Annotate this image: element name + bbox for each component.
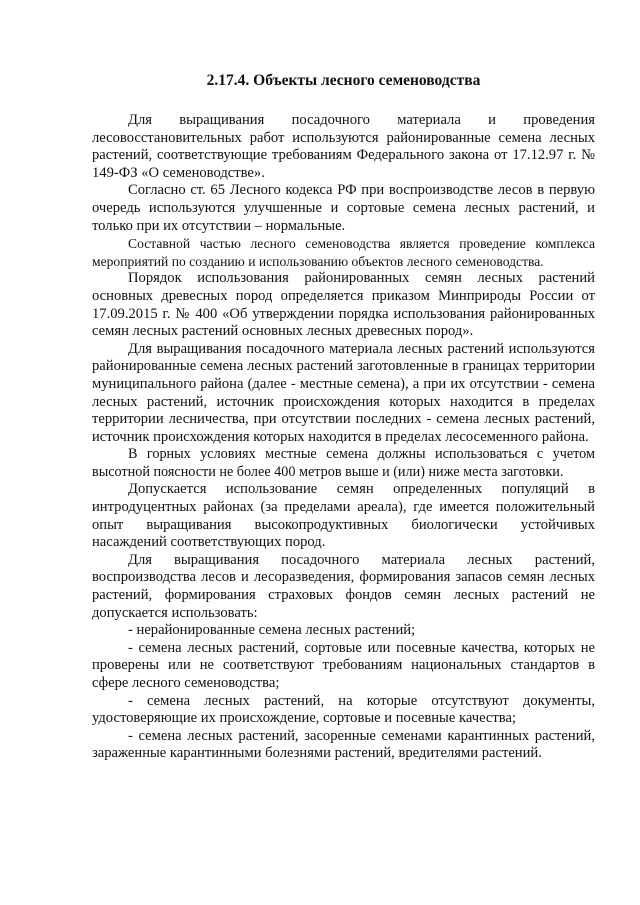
paragraph-forest-code: Согласно ст. 65 Лесного кодекса РФ при воспроизводстве лесов в первую очередь используются улучшенные и сортовые семена лесных растений, и только при их отсутствии – нормальные.: [92, 182, 595, 234]
list-item-no-documents: - семена лесных растений, на которые отсутствуют документы, удостоверяющие их происхождение, сортовые и посевные качества;: [92, 692, 595, 727]
list-item-quarantine: - семена лесных растений, засоренные семенами карантинных растений, зараженные карантинными болезнями растений, вредителями растений.: [92, 727, 595, 762]
paragraph-seed-use: Для выращивания посадочного материала и проведения лесовосстановительных работ используются районированные семена лесных растений, соответствующие требованиям Федерального закона от 17.12.97 г. № 149-ФЗ «О семеноводстве».: [92, 112, 595, 181]
list-item-unchecked: - семена лесных растений, сортовые или посевные качества, которых не проверены или не соответствуют требованиям национальных стандартов в сфере лесного семеноводства;: [92, 639, 595, 691]
paragraph-seed-measures: Составной частью лесного семеноводства является проведение комплекса мероприятий по созданию и использованию объектов лесного семеноводства.: [92, 236, 595, 269]
list-item-non-zoned: - нерайонированные семена лесных растений;: [128, 622, 416, 639]
section-heading: 2.17.4. Объекты лесного семеноводства: [206, 72, 481, 89]
paragraph-local-seeds: Для выращивания посадочного материала лесных растений используются районированные семена лесных растений заготовленные в границах территории муниципального района (далее - местные семена), а при их отсутствии - семена лесных растений, источник происхождения которых находится в пределах территории лесничества, при отсутствии последних - семена лесных растений, источник происхождения которых находится в пределах лесосеменного района.: [92, 340, 595, 445]
paragraph-introduced: Допускается использование семян определенных популяций в интродуцентных районах (за пределами ареала), где имеется положительный опыт выращивания высокопродуктивных биологически устойчивых насаждений соответствующих пород.: [92, 481, 595, 551]
paragraph-not-allowed: Для выращивания посадочного материала лесных растений, воспроизводства лесов и лесоразведения, формирования запасов семян лесных растений, формирования страховых фондов семян лесных растений не допускается использовать:: [92, 551, 595, 621]
document-page: [92, 71, 595, 763]
paragraph-order: Порядок использования районированных семян лесных растений основных древесных пород определяется приказом Минприроды России от 17.09.2015 г. № 400 «Об утверждении порядка использования районированных семян лесных растений основных лесных древесных пород».: [92, 270, 595, 340]
paragraph-mountain: В горных условиях местные семена должны использоваться с учетом высотной поясности не более 400 метров выше и (или) ниже места заготовки.: [92, 446, 595, 480]
